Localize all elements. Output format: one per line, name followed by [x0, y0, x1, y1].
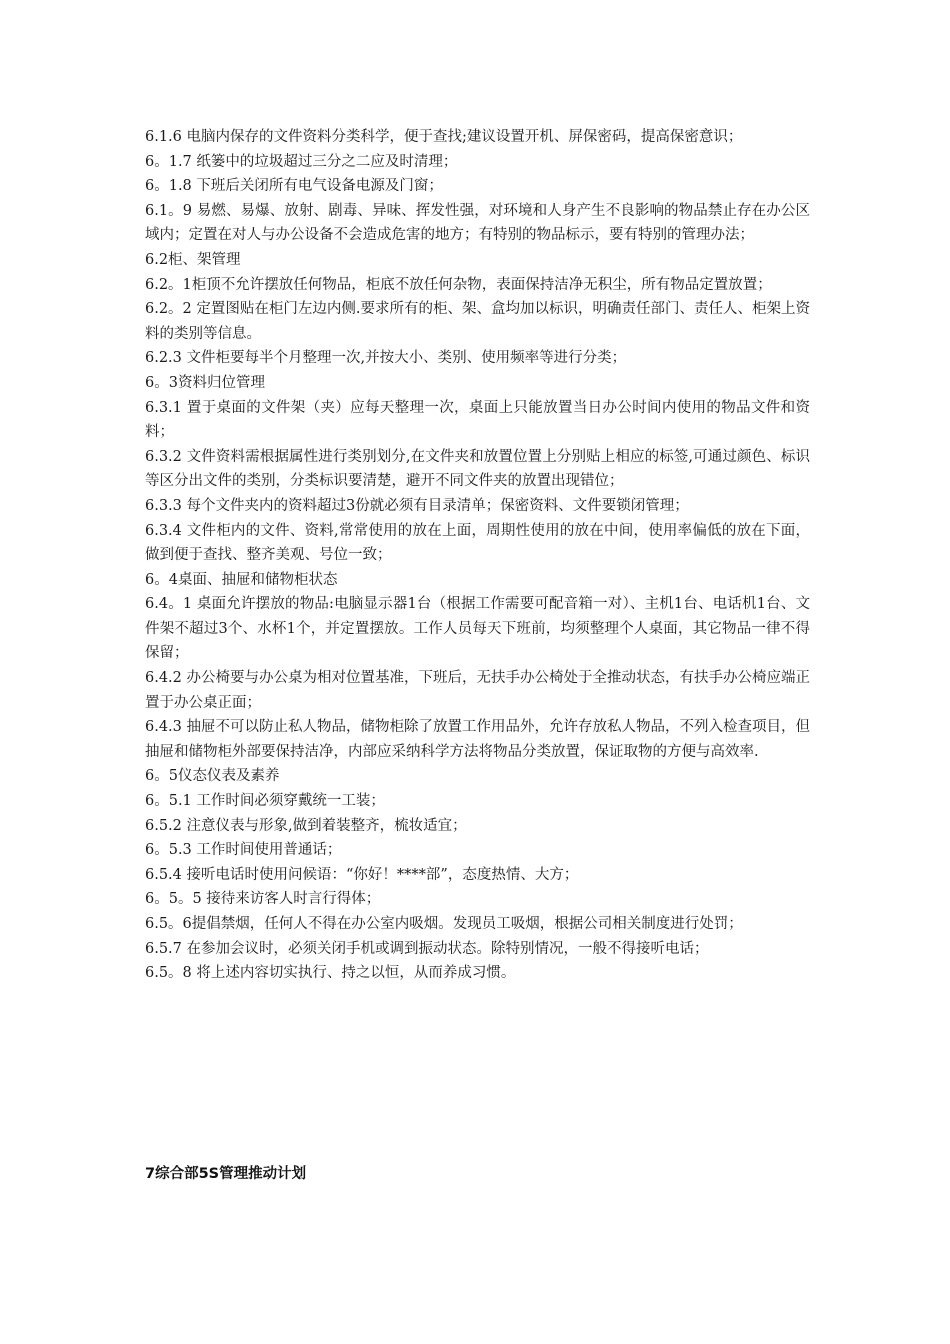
subheading-6-3: 6。3资料归位管理: [145, 374, 265, 391]
paragraph-6-5-2: 6.5.2 注意仪表与形象,做到着装整齐，梳妆适宜；: [145, 817, 467, 834]
paragraph-6-5-5: 6。5。5 接待来访客人时言行得体；: [145, 891, 381, 908]
document-body: [145, 125, 810, 986]
paragraph-6-3-4: 6.3.4 文件柜内的文件、资料,常常使用的放在上面，周期性使用的放在中间，使用率偏低的放在下面，做到便于查找、整齐美观、号位一致；: [145, 522, 810, 564]
paragraph-6-4-2: 6.4.2 办公椅要与办公桌为相对位置基准，下班后，无扶手办公椅处于全推动状态，有扶手办公椅应端正置于办公桌正面；: [145, 670, 810, 711]
paragraph-6-2-2: 6.2。2 定置图贴在柜门左边内侧.要求所有的柜、架、盒均加以标识，明确责任部门、责任人、柜架上资料的类别等信息。: [145, 301, 810, 342]
subheading-6-5: 6。5仪态仪表及素养: [145, 768, 280, 785]
paragraph-6-1-7: 6。1.7 纸篓中的垃圾超过三分之二应及时清理；: [145, 153, 458, 170]
paragraph-6-4-1: 6.4。1 桌面允许摆放的物品:电脑显示器1台（根据工作需要可配音箱一对）、主机1台、电话机1台、文件架不超过3个、水杯1个，并定置摆放。工作人员每天下班前，均须整理个人桌面，其它物品一律不得保留；: [145, 596, 810, 662]
paragraph-6-5-7: 6.5.7 在参加会议时，必须关闭手机或调到振动状态。除特别情况，一般不得接听电话；: [145, 940, 709, 957]
subheading-6-2: 6.2柜、架管理: [145, 251, 241, 268]
paragraph-6-5-4: 6.5.4 接听电话时使用问候语：“你好！****部”，态度热情、大方；: [145, 866, 579, 883]
paragraph-6-3-2: 6.3.2 文件资料需根据属性进行类别划分,在文件夹和放置位置上分别贴上相应的标签,可通过颜色、标识等区分出文件的类别，分类标识要清楚，避开不同文件夹的放置出现错位；: [145, 448, 810, 490]
section-heading: 7综合部5S管理推动计划: [145, 1166, 307, 1182]
paragraph-6-1-9: 6.1。9 易燃、易爆、放射、剧毒、异味、挥发性强，对环境和人身产生不良影响的物品禁止存在办公区域内；定置在对人与办公设备不会造成危害的地方；有特别的物品标示，要有特别的管理办法；: [145, 202, 810, 244]
paragraph-6-3-3: 6.3.3 每个文件夹内的资料超过3份就必须有目录清单；保密资料、文件要锁闭管理；: [145, 497, 689, 514]
paragraph-6-2-1: 6.2。1柜顶不允许摆放任何物品，柜底不放任何杂物，表面保持洁净无积尘，所有物品定置放置；: [145, 276, 772, 293]
paragraph-6-2-3: 6.2.3 文件柜要每半个月整理一次,并按大小、类别、使用频率等进行分类；: [145, 350, 627, 367]
subheading-6-4: 6。4桌面、抽屉和储物柜状态: [145, 571, 338, 588]
paragraph-6-1-8: 6。1.8 下班后关闭所有电气设备电源及门窗；: [145, 178, 443, 195]
paragraph-6-5-8: 6.5。8 将上述内容切实执行、持之以恒，从而养成习惯。: [145, 965, 516, 982]
paragraph-6-5-1: 6。5.1 工作时间必须穿戴统一工装；: [145, 793, 385, 810]
paragraph-6-3-1: 6.3.1 置于桌面的文件架（夹）应每天整理一次，桌面上只能放置当日办公时间内使用的物品文件和资料；: [145, 399, 810, 441]
paragraph-6-5-6: 6.5。6提倡禁烟，任何人不得在办公室内吸烟。发现员工吸烟，根据公司相关制度进行处罚；: [145, 916, 743, 932]
paragraph-6-4-3: 6.4.3 抽屉不可以防止私人物品，储物柜除了放置工作用品外，允许存放私人物品，不列入检查项目，但抽屉和储物柜外部要保持洁净，内部应采纳科学方法将物品分类放置，保证取物的方便与高效率.: [145, 719, 810, 760]
paragraph-6-5-3: 6。5.3 工作时间使用普通话；: [145, 842, 342, 859]
paragraph-6-1-6: 6.1.6 电脑内保存的文件资料分类科学，便于查找;建议设置开机、屏保密码，提高保密意识；: [145, 129, 743, 145]
